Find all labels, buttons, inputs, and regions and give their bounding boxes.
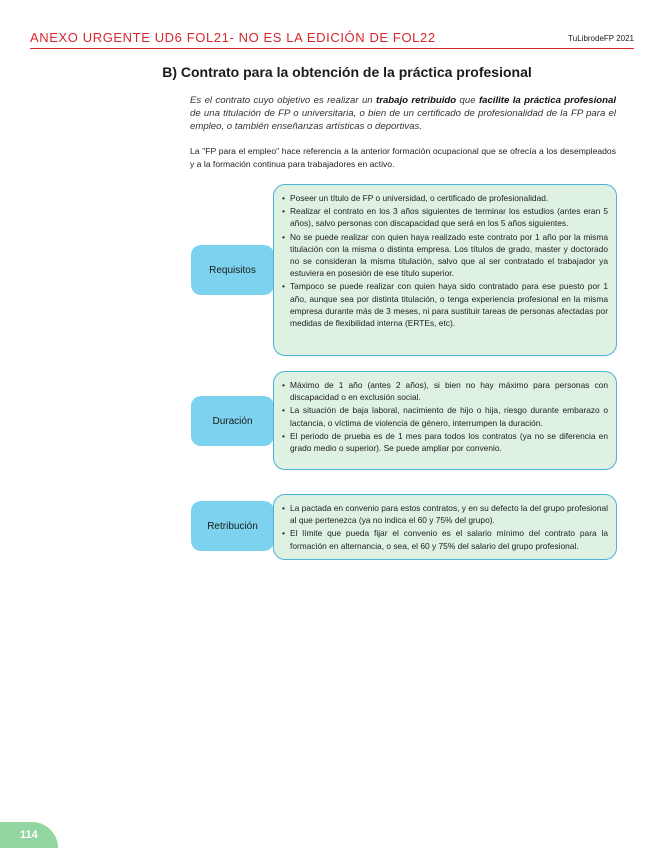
requisitos-box [273, 184, 617, 356]
retribucion-item: • La pactada en convenio para estos contratos, y en su defecto la del grupo profesional al que pertenezca (ya no indica el 60 y 75% del grupo). [282, 502, 608, 526]
retribucion-box [273, 494, 617, 560]
intro-paragraph [190, 94, 616, 133]
header-title: ANEXO URGENTE UD6 FOL21- NO ES LA EDICIÓN DE FOL22 [30, 30, 436, 45]
requisitos-item: • No se puede realizar con quien haya realizado este contrato por 1 año por la misma titulación con la misma o distinta empresa. Los títulos de grado, master y doctorado no se consideran la misma titulación, salvo que al ser contratado el trabajador ya estuviera en posesión de ese título superior. [282, 231, 608, 280]
fp-empleo-note: La "FP para el empleo" hace referencia a la anterior formación ocupacional que se ofrecía a los desempleados y a la formación continua para trabajadores en activo. [190, 146, 616, 169]
header-publisher: TuLibrodeFP 2021 [568, 34, 634, 43]
page-number-tab [0, 822, 58, 848]
intro-text-1: Es el contrato cuyo objetivo es realizar un [190, 95, 377, 106]
duracion-item: • La situación de baja laboral, nacimiento de hijo o hija, riesgo durante embarazo o lactancia, o víctima de violencia de género, interrumpen la duración. [282, 404, 608, 428]
retribucion-item: • El límite que pueda fijar el convenio es el salario mínimo del contrato para la formación en alternancia, o sea, el 60 y 75% del salario del grupo profesional. [282, 527, 608, 551]
intro-text-3: de una titulación de FP o universitaria, o bien de un certificado de profesionalidad de la FP para el empleo, o también enseñanzas artísticas o deportivas. [190, 108, 616, 132]
intro-bold-2: facilite la práctica profesional [478, 95, 616, 106]
duracion-item: • El periodo de prueba es de 1 mes para todos los contratos (ya no se diferencia en grado medio o superior). Se puede ampliar por convenio. [282, 430, 608, 454]
intro-text-2: que [456, 95, 479, 106]
requisitos-item: • Tampoco se puede realizar con quien haya sido contratado para ese puesto por 1 año, aunque sea por distinta titulación, o tenga experiencia profesional en la misma empresa durante más de 3 meses, ni para sustituir tareas de personas afectadas por medidas de flexibilidad interna (ERTEs, etc). [282, 280, 608, 329]
duracion-label: Duración [191, 396, 274, 446]
duracion-box [273, 371, 617, 470]
requisitos-item: • Realizar el contrato en los 3 años siguientes de terminar los estudios (antes eran 5 años), salvo personas con discapacidad que será en los 5 años siguientes. [282, 205, 608, 229]
requisitos-label: Requisitos [191, 245, 274, 295]
intro-bold-1: trabajo retribuido [376, 95, 457, 106]
requisitos-item: • Poseer un título de FP o universidad, o certificado de profesionalidad. [282, 192, 608, 204]
header-divider [30, 48, 634, 49]
page-number: 114 [20, 829, 38, 841]
duracion-item: • Máximo de 1 año (antes 2 años), si bien no hay máximo para personas con discapacidad o en exclusión social. [282, 379, 608, 403]
retribucion-label: Retribución [191, 501, 274, 551]
section-title: B) Contrato para la obtención de la práctica profesional [162, 64, 532, 80]
